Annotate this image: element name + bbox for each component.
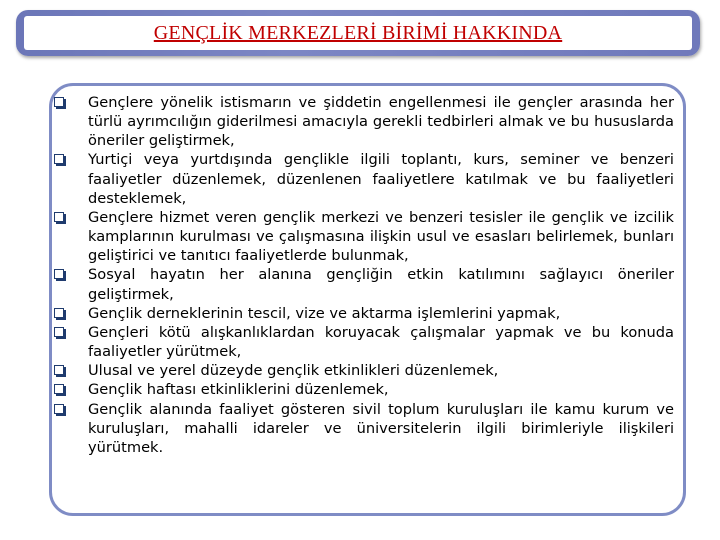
list-item-text: Sosyal hayatın her alanına gençliğin etkin katılımını sağlayıcı öneriler geliştirmek, — [88, 266, 674, 303]
hollow-square-bullet-icon — [54, 212, 64, 222]
list-item — [54, 361, 674, 380]
hollow-square-bullet-icon — [54, 384, 64, 394]
hollow-square-bullet-icon — [54, 97, 64, 107]
hollow-square-bullet-icon — [54, 404, 64, 414]
page-title: GENÇLİK MERKEZLERİ BİRİMİ HAKKINDA — [153, 21, 563, 44]
list-item-text: Yurtiçi veya yurtdışında gençlikle ilgili toplantı, kurs, seminer ve benzeri faaliyetler düzenlemek, düzenlenen faaliyetlere katılmak ve bu faaliyetleri desteklemek, — [88, 151, 674, 207]
list-item — [54, 304, 674, 323]
list-item — [54, 150, 674, 207]
list-item-text: Gençlik derneklerinin tescil, vize ve aktarma işlemlerini yapmak, — [88, 304, 561, 322]
list-item-text: Gençlik alanında faaliyet gösteren sivil toplum kuruluşları ile kamu kurum ve kuruluşları, mahalli idareler ve üniversitelerin ilgili birimleriyle ilişkileri yürütmek. — [88, 400, 674, 456]
hollow-square-bullet-icon — [54, 308, 64, 318]
hollow-square-bullet-icon — [54, 154, 64, 164]
list-item — [54, 323, 674, 361]
list-item — [54, 93, 674, 150]
title-frame — [16, 10, 700, 56]
hollow-square-bullet-icon — [54, 365, 64, 375]
title-panel — [24, 16, 692, 50]
list-item-text: Gençlik haftası etkinliklerini düzenlemek, — [88, 381, 389, 399]
list-item-text: Gençlere yönelik istismarın ve şiddetin engellenmesi ile gençler arasında her türlü ayrımcılığın giderilmesi amacıyla gerekli tedbirleri almak ve bu hususlarda öneriler geliştirmek, — [88, 94, 674, 150]
list-item-text: Gençlere hizmet veren gençlik merkezi ve benzeri tesisler ile gençlik ve izcilik kamplarının kurulması ve çalışmasına ilişkin usul ve esasları belirlemek, bunları geliştirici ve tanıtıcı faaliyetlerde bulunmak, — [88, 208, 674, 265]
list-item — [54, 265, 674, 303]
hollow-square-bullet-icon — [54, 327, 64, 337]
list-item-text: Gençleri kötü alışkanlıklardan koruyacak çalışmalar yapmak ve bu konuda faaliyetler yürütmek, — [88, 323, 674, 361]
list-item-text: Ulusal ve yerel düzeyde gençlik etkinlikleri düzenlemek, — [88, 362, 499, 380]
list-item — [54, 400, 674, 457]
bullet-list — [54, 93, 674, 457]
list-item — [54, 208, 674, 265]
hollow-square-bullet-icon — [54, 269, 64, 279]
list-item — [54, 380, 674, 399]
